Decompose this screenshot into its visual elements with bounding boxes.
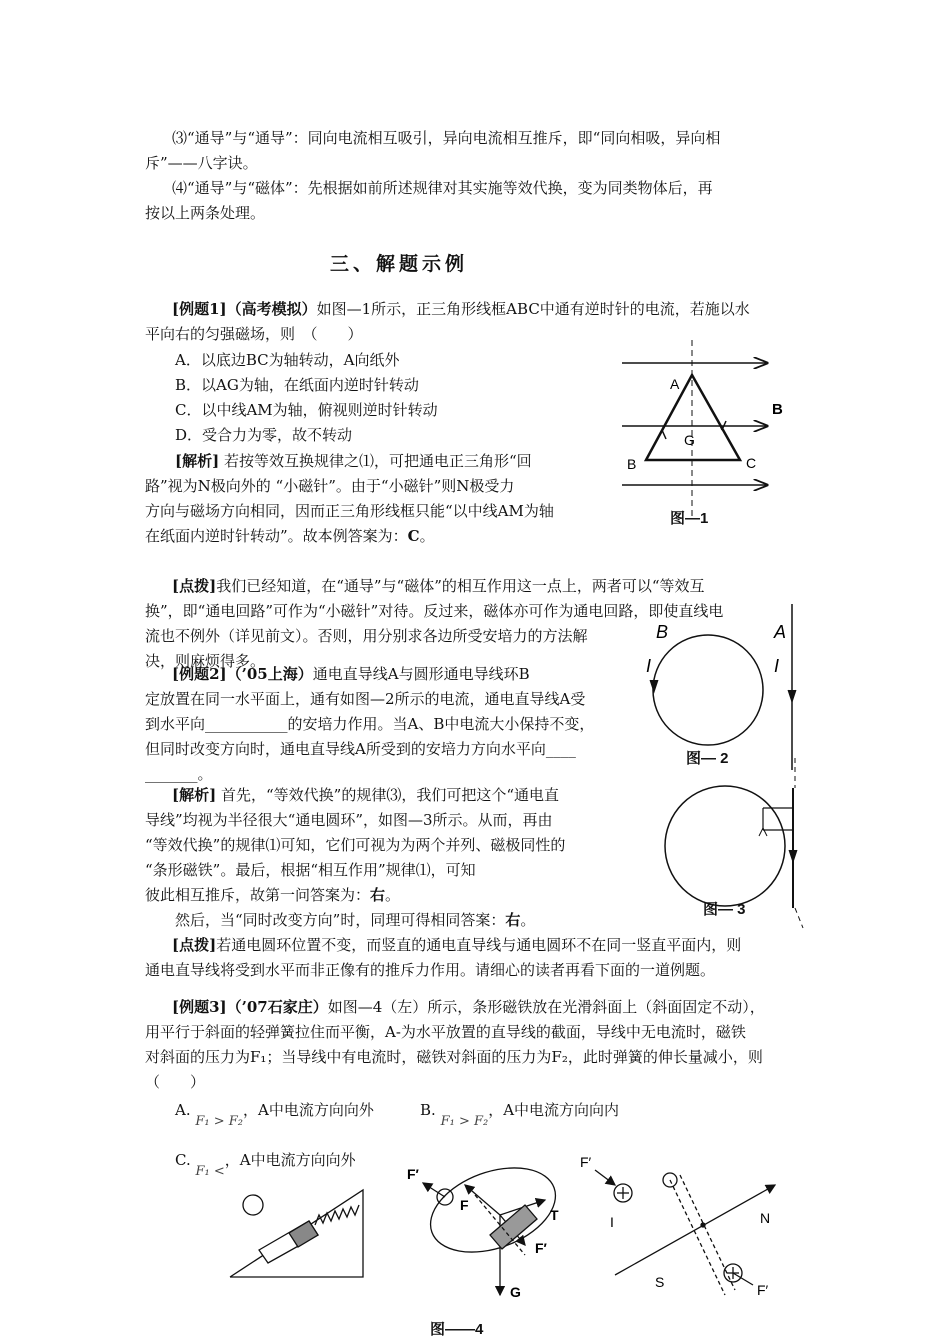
fig1-label-a: A: [670, 376, 680, 392]
ex3-opt-c-math: F₁ <: [195, 1164, 225, 1179]
ex2-tip-line-2: 通电直导线将受到水平而非正像有的推斥力作用。请细心的读者再看下面的一道例题。: [145, 961, 716, 979]
ex1-option-a: A．以底边BC为轴转动，A向纸外: [175, 351, 400, 369]
ex1-option-b: B．以AG为轴，在纸面内逆时针转动: [175, 376, 419, 394]
ex3-question-line-4: （ ）: [145, 1073, 206, 1091]
ex2-ana5: 彼此相互推斥，故第一问答案为：: [145, 886, 371, 904]
ex2-q1: 通电直导线A与圆形通电导线环B: [312, 665, 530, 683]
ex2-ana6: 然后，当“同时改变方向”时，同理可得相同答案：: [175, 911, 506, 929]
ex1-analysis-line-1: [175, 449, 532, 474]
ex1-analysis-tag: [解析]: [175, 452, 220, 470]
ex3-opt-b-label: B.: [420, 1101, 436, 1119]
ex3-opt-b-math: F₁ > F₂: [440, 1114, 489, 1129]
ex2-answer-1: 右: [370, 886, 386, 904]
ex2-answer-2: 右: [505, 911, 521, 929]
ex2-question-line-2: 定放置在同一水平面上，通有如图—2所示的电流，通电直导线A受: [145, 690, 586, 708]
figure-4: [225, 1155, 815, 1305]
rule-4-line-2: 按以上两条处理。: [145, 204, 266, 222]
fig2-label-a: A: [774, 622, 787, 642]
ex1-analysis-line-3: 方向与磁场方向相同，因而正三角形线框只能“以中线AM为轴: [145, 502, 554, 520]
fig3-ring: [665, 786, 785, 906]
fig1-label-g: G: [684, 432, 695, 448]
ex2-question-line-3: 到水平向___________的安培力作用。当A、B中电流大小保持不变，: [145, 715, 595, 733]
figure-4-caption: 图——4: [430, 1321, 484, 1338]
ex1-answer: C: [407, 527, 420, 545]
ex3-opt-a-label: A.: [175, 1101, 191, 1119]
ex2-tip1: 若通电圆环位置不变，而竖直的通电直导线与通电圆环不在同一竖直平面内，则: [216, 936, 742, 954]
fig4-label-n: N: [760, 1210, 771, 1226]
ex1-ana1: 若按等效互换规律之⑴，可把通电正三角形“回: [223, 452, 532, 470]
fig4-label-f: F: [460, 1197, 469, 1213]
fig4-label-g: G: [510, 1284, 521, 1300]
ex3-option-b: [420, 1098, 620, 1129]
ex2-analysis-line-2: 导线”均视为半径很大“通电圆环”，如图—3所示。从而，再由: [145, 811, 553, 829]
fig4-label-fprime-3: F′: [580, 1155, 592, 1170]
ex2-analysis-line-4: “条形磁铁”。最后，根据“相互作用”规律⑴，可知: [145, 861, 476, 879]
fig2-ring-b: [653, 635, 763, 745]
ex1-tip-line-4: 决，则麻烦得多。: [145, 652, 266, 670]
fig4-label-fprime-2: F′: [535, 1240, 547, 1256]
figure-2: [640, 600, 820, 770]
ex2-analysis-line-1: [172, 783, 559, 808]
fig1-field-label: B: [772, 401, 783, 418]
ex2-tip-line-1: [172, 933, 741, 958]
ex2-question-line-5: _______。: [145, 765, 213, 783]
fig4-label-i: I: [610, 1214, 614, 1230]
ex2-tag: [例题2]（’05上海）: [172, 665, 313, 683]
rule-3-line-1: ⑶“通导”与“通导”：同向电流相互吸引，异向电流相互推斥，即“同向相吸，异向相: [172, 129, 721, 147]
fig2-label-b: B: [656, 622, 669, 642]
ex1-tip-line-1: [172, 574, 705, 599]
ex1-option-d: D．受合力为零，故不转动: [175, 426, 353, 444]
ex2-analysis-line-6: 然后，当“同时改变方向”时，同理可得相同答案：右。: [175, 911, 536, 929]
ex1-analysis-line-4: 在纸面内逆时针转动”。故本例答案为：C。: [145, 527, 435, 545]
fig4-label-t: T: [550, 1207, 559, 1223]
ex3-q1: 如图—4（左）所示，条形磁铁放在光滑斜面上（斜面固定不动），: [327, 998, 765, 1016]
figure-3-caption: 图— 3: [703, 901, 746, 918]
fig4-label-fprime-4: F′: [757, 1282, 769, 1298]
fig4-label-fprime-1: F′: [407, 1166, 419, 1182]
ex3-question-line-2: 用平行于斜面的轻弹簧拉住而平衡，A-为水平放置的直导线的截面，导线中无电流时，磁铁: [145, 1023, 746, 1041]
ex3-opt-c-text: ，A中电流方向向外: [224, 1151, 356, 1169]
ex3-opt-a-text: ，A中电流方向向外: [243, 1101, 374, 1119]
ex3-opt-c-label: C.: [175, 1151, 191, 1169]
fig4-wire-a-section: [243, 1195, 263, 1215]
ex2-analysis-line-5: 彼此相互推斥，故第一问答案为：右。: [145, 886, 401, 904]
ex2-tip-tag: [点拨]: [172, 936, 217, 954]
fig4-left-incline: [230, 1190, 363, 1277]
figure-2-caption: 图— 2: [686, 750, 729, 767]
ex3-opt-b-text: ，A中电流方向向内: [488, 1101, 620, 1119]
figure-1: [612, 338, 812, 528]
section-title: 三、解题示例: [330, 253, 469, 275]
ex1-analysis-line-2: 路”视为N极向外的 “小磁针”。由于“小磁针”则N极受力: [145, 477, 515, 495]
ex2-ana1: 首先，“等效代换”的规律⑶，我们可把这个“通电直: [220, 786, 559, 804]
ex2-question-line-4: 但同时改变方向时，通电直导线A所受到的安培力方向水平向____: [145, 740, 576, 758]
ex1-tip1: 我们已经知道，在“通导”与“磁体”的相互作用这一点上，两者可以“等效互: [216, 577, 705, 595]
ex3-question-line-1: [172, 995, 765, 1020]
rule-4-line-1: ⑷“通导”与“磁体”：先根据如前所述规律对其实施等效代换，变为同类物体后，再: [172, 179, 713, 197]
fig1-label-b: B: [627, 456, 637, 472]
ex1-tag: [例题1]（高考模拟）: [172, 300, 317, 318]
ex1-ana4: 在纸面内逆时针转动”。故本例答案为：: [145, 527, 408, 545]
ex1-tip-tag: [点拨]: [172, 577, 217, 595]
fig4-label-s: S: [655, 1274, 665, 1290]
ex1-q1: 如图—1所示，正三角形线框ABC中通有逆时针的电流，若施以水: [316, 300, 750, 318]
ex1-tip-line-3: 流也不例外（详见前文）。否则，用分别求各边所受安培力的方法解: [145, 627, 588, 645]
rule-3-line-2: 斥”——八字诀。: [145, 154, 258, 172]
ex2-analysis-line-3: “等效代换”的规律⑴可知，它们可视为为两个并列、磁极同性的: [145, 836, 566, 854]
fig2-label-i-left: I: [646, 656, 652, 676]
ex3-option-a: [175, 1098, 374, 1129]
ex1-tip-line-2: 换”，即“通电回路”可作为“小磁针”对待。反过来，磁体亦可作为通电回路，即使直线电: [145, 602, 724, 620]
ex3-opt-a-math: F₁ > F₂: [195, 1114, 244, 1129]
fig1-label-c: C: [746, 455, 757, 471]
ex1-question-line-1: [172, 297, 750, 322]
ex2-analysis-tag: [解析]: [172, 786, 217, 804]
ex1-question-line-2: 平向右的匀强磁场，则 （ ）: [145, 325, 363, 343]
ex3-tag: [例题3]（’07石家庄）: [172, 998, 328, 1016]
fig4-middle-forces: [419, 1155, 567, 1295]
figure-1-caption: 图—1: [670, 510, 709, 527]
ex1-option-c: C．以中线AM为轴，俯视则逆时针转动: [175, 401, 438, 419]
fig4-right-field: [595, 1170, 775, 1295]
ex3-question-line-3: 对斜面的压力为F₁；当导线中有电流时，磁铁对斜面的压力为F₂，此时弹簧的伸长量减小，则: [145, 1048, 763, 1066]
ex2-question-line-1: [172, 662, 530, 687]
fig2-label-i-right: I: [774, 656, 780, 676]
